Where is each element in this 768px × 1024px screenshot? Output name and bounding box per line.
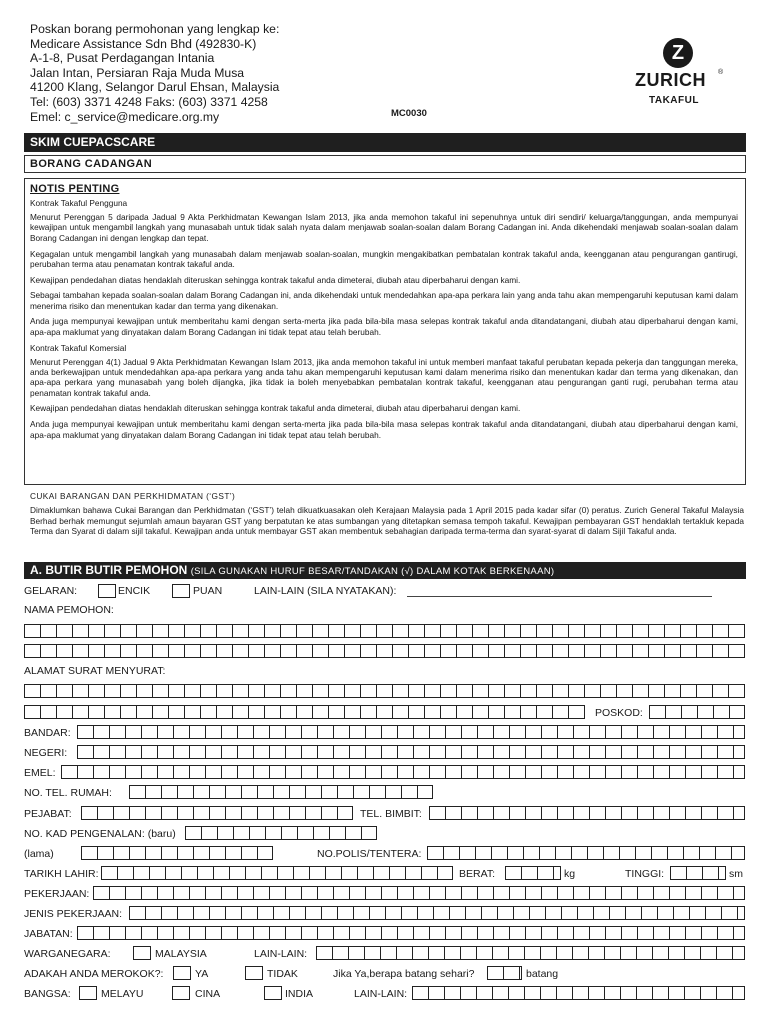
office-phone-label: PEJABAT: [24,808,72,820]
notice-paragraph: Menurut Perenggan 4(1) Jadual 9 Akta Perkhidmatan Kewangan Islam 2013, jika anda memohon takaful ini untuk memberi manfaat takaful perubatan kepada pekerja dan tanggungan mereka, anda berkewajipan untuk mendedahkan apa-apa perkara yang anda tahu akan mempengaruhi keputusan kami dalam menerima risiko dan menentukan kadar dan terma yang dikenakan, dan apa-apa perkara yang munasabah yang boleh dijangka, jika tidak ia boleh menyebabkan pembatalan kontrak takaful, keengganan atau pengurangan ganti rugi, perubahan terma atau penamatan kontrak takaful anda. [30,356,738,398]
consumer-contract-heading: Kontrak Takaful Pengguna [30,198,128,208]
state-input[interactable] [77,745,745,759]
email-input[interactable] [61,765,745,779]
notice-paragraph: Sebagai tambahan kepada soalan-soalan dalam Borang Cadangan ini, anda dikehendaki untuk mendedahkan apa-apa perkara lain yang anda tahu akan mempengaruhi keputusan kami dalam menerima risiko dan menentukan kadar dan terma yang dikenakan. [30,290,738,311]
address-line: A-1-8, Pusat Perdagangan Intania [30,51,215,66]
applicant-name-input-row2[interactable] [24,644,745,658]
race-other-input[interactable] [412,986,745,1000]
notice-paragraph: Kegagalan untuk mengambil langkah yang munasabah dalam menjawab soalan-soalan, mungkin mengakibatkan pembatalan kontrak takaful anda, keengganan atau pengurangan gantirugi, perubahan terma atau penamatan kontrak takaful anda. [30,248,738,269]
occupation-type-label: JENIS PEKERJAAN: [24,908,123,920]
ic-new-input[interactable] [185,826,377,840]
height-label: TINGGI: [625,868,665,880]
gst-paragraph: Dimaklumkan bahawa Cukai Barangan dan Perkhidmatan (‘GST’) telah dikuatkuasakan oleh Kerajaan Malaysia pada 1 April 2015 pada kadar sifar (0) peratus. Zurich General Takaful Malaysia Berhad berhak memungut sejumlah amaun bayaran GST yang berpatutan ke atas sumbangan yang ditetapkan semasa tempoh takaful. Kewajipan pembayaran GST hendaklah tertakluk kepada Terma dan Syarat di dalam sijil takaful. Kewajipan anda untuk membayar GST akan membentuk sebahagian daripada terma-terma dan syarat-syarat di dalam Sijil Takaful anda. [30,505,744,537]
citizenship-label: WARGANEGARA: [24,948,111,960]
cigarettes-per-day-label: Jika Ya,berapa batang sehari? [333,968,475,980]
race-chinese-label: CINA [195,988,221,1000]
smoker-label: ADAKAH ANDA MEROKOK?: [24,968,164,980]
section-a-title: A. BUTIR BUTIR PEMOHON [30,563,188,577]
police-army-no-label: NO.POLIS/TENTERA: [317,848,422,860]
address-line: Medicare Assistance Sdn Bhd (492830-K) [30,36,257,51]
ic-old-label: (lama) [24,848,54,860]
notice-paragraph: Menurut Perenggan 5 daripada Jadual 9 Akta Perkhidmatan Kewangan Islam 2013, jika anda memohon takaful ini sepenuhnya untuk diri sendiri/ keluarga/tanggungan, anda mempunyai kewajipan untuk mengambil langkah yang munasabah untuk tidak salah nyata dalam menjawab soalan-soalan dalam Borang Cadangan ini. Anda dikehendaki menjawab soalan-soalan dalam Borang Cadangan ini dengan lengkap dan tepat. [30,212,738,243]
address-line: Jalan Intan, Persiaran Raja Muda Musa [30,65,245,80]
postcode-label: POSKOD: [595,707,643,719]
title-puan-label: PUAN [193,585,223,597]
race-indian-checkbox[interactable] [264,986,282,1000]
title-other-label: LAIN-LAIN (SILA NYATAKAN): [254,585,397,597]
mailing-address-input-row2[interactable] [24,705,585,719]
weight-unit: kg [564,868,576,880]
city-label: BANDAR: [24,727,71,739]
title-encik-label: ENCIK [118,585,151,597]
cigarettes-per-day-input[interactable] [487,966,522,980]
home-phone-input[interactable] [129,785,433,799]
applicant-name-label: NAMA PEMOHON: [24,604,114,616]
department-input[interactable] [77,926,745,940]
citizenship-other-input[interactable] [316,946,745,960]
ic-new-label: NO. KAD PENGENALAN: (baru) [24,828,176,840]
gst-title: CUKAI BARANGAN DAN PERKHIDMATAN (‘GST’) [30,491,236,501]
logo-subtitle: TAKAFUL [649,95,699,106]
title-encik-checkbox[interactable] [98,584,116,598]
race-label: BANGSA: [24,988,71,1000]
date-of-birth-input[interactable] [101,866,453,880]
citizenship-other-label: LAIN-LAIN: [254,948,308,960]
form-title: BORANG CADANGAN [24,155,746,173]
mailing-address-input-row1[interactable] [24,684,745,698]
height-input[interactable] [670,866,726,880]
section-a-hint: (SILA GUNAKAN HURUF BESAR/TANDAKAN (√) DALAM KOTAK BERKENAAN) [190,566,555,577]
address-line: Emel: c_service@medicare.org.my [30,109,220,124]
citizenship-malaysia-label: MALAYSIA [155,948,207,960]
title-label: GELARAN: [24,585,78,597]
applicant-name-input-row1[interactable] [24,624,745,638]
address-line: Poskan borang permohonan yang lengkap ke: [30,22,280,36]
police-army-no-input[interactable] [427,846,745,860]
notice-paragraph: Anda juga mempunyai kewajipan untuk memberitahu kami dengan serta-merta jika pada bila-bila masa selepas kontrak takaful anda ditandatangani, diubah atau diperbaharui dengan kami, apa-apa maklumat yang dinyatakan dalam Borang Cadangan ini tidak tepat atau telah berubah. [30,419,738,440]
zurich-z-icon: Z [663,38,693,68]
occupation-input[interactable] [93,886,745,900]
date-of-birth-label: TARIKH LAHIR: [24,868,99,880]
race-other-label: LAIN-LAIN: [354,988,408,1000]
city-input[interactable] [77,725,745,739]
occupation-label: PEKERJAAN: [24,888,90,900]
mailing-address-label: ALAMAT SURAT MENYURAT: [24,665,166,677]
race-malay-checkbox[interactable] [79,986,97,1000]
address-line: Tel: (603) 3371 4248 Faks: (603) 3371 4258 [30,94,268,109]
height-unit: sm [729,868,743,880]
weight-input[interactable] [505,866,561,880]
department-label: JABATAN: [24,928,73,940]
postcode-input[interactable] [649,705,745,719]
commercial-contract-heading: Kontrak Takaful Komersial [30,342,127,353]
occupation-type-input[interactable] [129,906,745,920]
ic-old-input[interactable] [81,846,273,860]
email-label: EMEL: [24,767,56,779]
notice-paragraph: Anda juga mempunyai kewajipan untuk memberitahu kami dengan serta-merta jika pada bila-bila masa selepas kontrak takaful anda ditandatangani, diubah atau diperbaharui dengan kami, apa-apa maklumat yang dinyatakan dalam Borang Cadangan ini tidak tepat atau telah berubah. [30,316,738,337]
home-phone-label: NO. TEL. RUMAH: [24,787,112,799]
notice-title: NOTIS PENTING [30,183,120,195]
smoker-yes-checkbox[interactable] [173,966,191,980]
weight-label: BERAT: [459,868,495,880]
cigarettes-unit: batang [526,968,559,980]
race-chinese-checkbox[interactable] [172,986,190,1000]
race-malay-label: MELAYU [101,988,144,1000]
office-phone-input[interactable] [81,806,353,820]
smoker-yes-label: YA [195,968,209,980]
form-code: MC0030 [391,108,427,119]
scheme-title: SKIM CUEPACSCARE [24,133,746,152]
citizenship-malaysia-checkbox[interactable] [133,946,151,960]
title-other-input[interactable] [407,596,712,597]
title-puan-checkbox[interactable] [172,584,190,598]
logo-name: ZURICH [635,70,706,90]
notice-paragraph: Kewajipan pendedahan diatas hendaklah diteruskan sehingga kontrak takaful anda dimeterai, diubah atau diperbaharui dengan kami. [30,403,521,414]
registered-mark: ® [718,69,724,76]
address-line: 41200 Klang, Selangor Darul Ehsan, Malaysia [30,80,280,95]
mobile-phone-input[interactable] [429,806,745,820]
race-indian-label: INDIA [285,988,314,1000]
state-label: NEGERI: [24,747,68,759]
mobile-phone-label: TEL. BIMBIT: [360,808,422,820]
smoker-no-label: TIDAK [267,968,298,980]
notice-paragraph: Kewajipan pendedahan diatas hendaklah diteruskan sehingga kontrak takaful anda dimeterai, diubah atau diperbaharui dengan kami. [30,274,521,285]
smoker-no-checkbox[interactable] [245,966,263,980]
